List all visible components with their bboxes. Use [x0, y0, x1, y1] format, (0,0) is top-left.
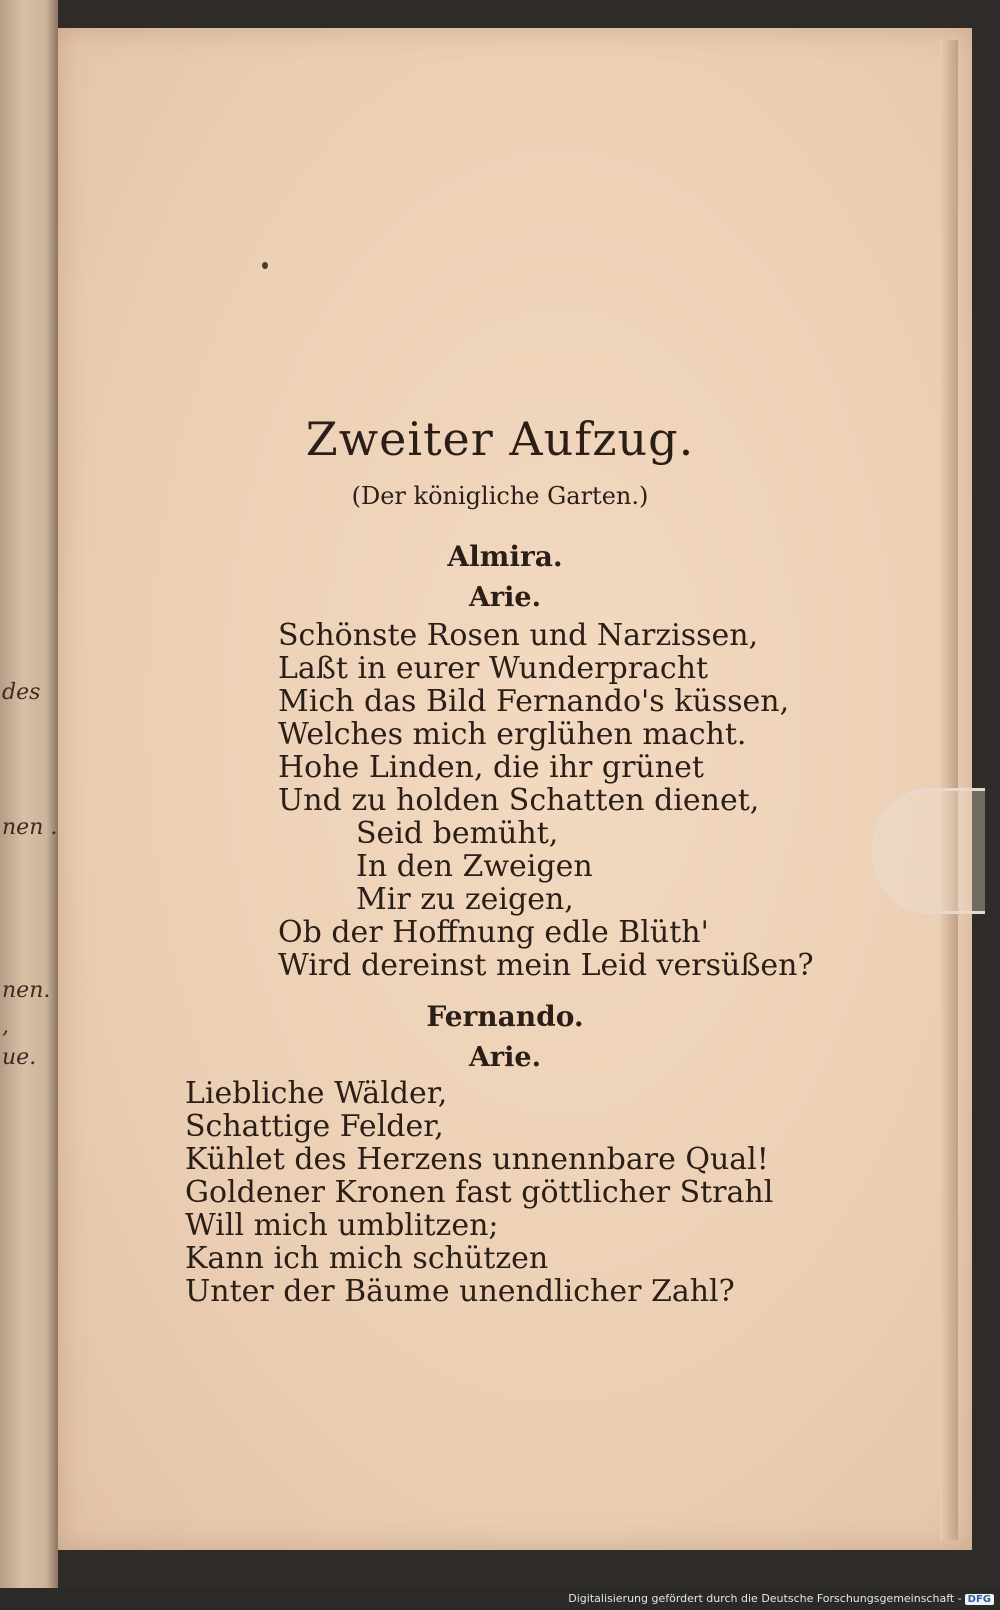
speaker-fernando: Fernando. [426, 1000, 584, 1033]
verse-line: Hohe Linden, die ihr grünet [278, 750, 704, 785]
left-page-fragment: nen. [2, 978, 51, 1003]
digitization-credit [568, 1592, 994, 1605]
ink-spot [262, 262, 268, 269]
dfg-logo: DFG [965, 1594, 994, 1605]
verse-line: Schattige Felder, [185, 1109, 444, 1144]
verse-line: Kühlet des Herzens unnennbare Qual! [185, 1142, 769, 1177]
verse-line: Mich das Bild Fernando's küssen, [278, 684, 790, 719]
verse-line: Kann ich mich schützen [185, 1241, 549, 1276]
verse-line: Ob der Hoffnung edle Blüth' [278, 915, 709, 950]
verse-line: Laßt in eurer Wunderpracht [278, 651, 709, 686]
verse-line: Und zu holden Schatten dienet, [278, 783, 760, 818]
left-page-fragment: des [2, 680, 41, 705]
verse-line: Mir zu zeigen, [356, 882, 574, 917]
verse-line: Liebliche Wälder, [185, 1076, 448, 1111]
verse-line: Wird dereinst mein Leid versüßen? [278, 948, 814, 983]
left-page-edge [0, 0, 58, 1588]
verse-line: Goldener Kronen fast göttlicher Strahl [185, 1175, 774, 1210]
left-page-fragment: ue. [2, 1045, 37, 1070]
verse-line: Will mich umblitzen; [185, 1208, 499, 1243]
verse-line: Welches mich erglühen macht. [278, 717, 747, 752]
scene-setting: (Der königliche Garten.) [351, 482, 649, 510]
left-page-fragment: nen . [2, 815, 58, 840]
aria-heading-1: Arie. [468, 582, 541, 613]
verse-line: Schönste Rosen und Narzissen, [278, 618, 759, 653]
page-clip [872, 788, 985, 914]
verse-line: Seid bemüht, [356, 816, 559, 851]
aria-heading-2: Arie. [468, 1042, 541, 1073]
credit-text: Digitalisierung gefördert durch die Deutsche Forschungsgemeinschaft - [568, 1592, 962, 1605]
left-page-fragment: , [2, 1014, 9, 1039]
act-title: Zweiter Aufzug. [305, 412, 695, 466]
verse-line: In den Zweigen [356, 849, 593, 884]
verse-line: Unter der Bäume unendlicher Zahl? [185, 1274, 735, 1309]
speaker-almira: Almira. [447, 540, 563, 573]
